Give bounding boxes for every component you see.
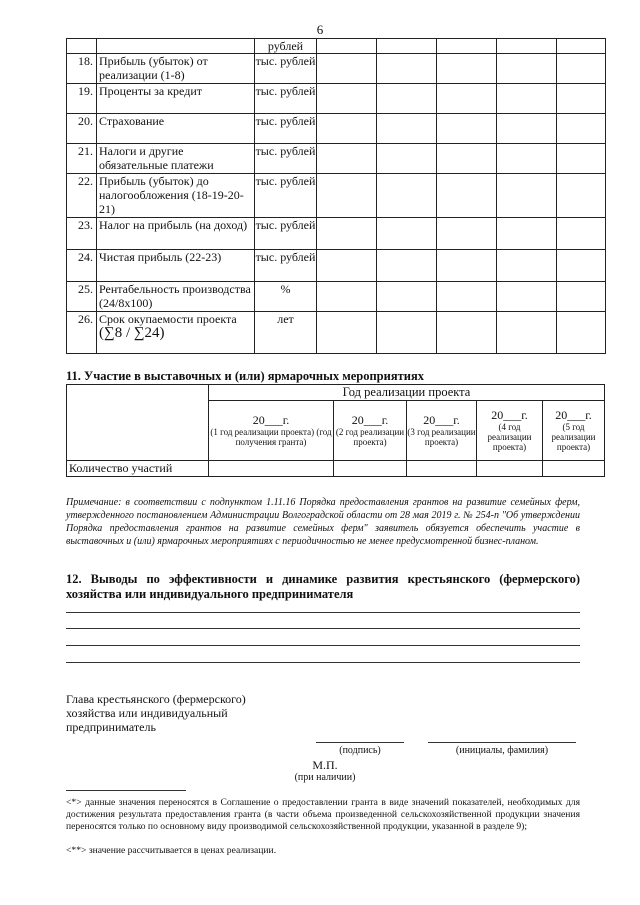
year-col-4 (477, 401, 543, 461)
year-note: (5 год реализации проекта) (551, 422, 596, 452)
table-row (67, 84, 606, 114)
year-col-1 (209, 401, 334, 461)
row-number (67, 39, 97, 54)
signature-label: (подпись) (339, 745, 381, 756)
row-unit: тыс. рублей (255, 114, 317, 144)
financial-indicators-table (66, 38, 606, 354)
year-label: 20___г. (555, 408, 592, 422)
row-number: 21. (67, 144, 97, 174)
blank-line (66, 645, 580, 646)
row-name: Прибыль (убыток) до налогообложения (18-19-20-21) (97, 174, 255, 218)
head-title: Глава крестьянского (фермерского) хозяйства или индивидуальный предприниматель (66, 692, 246, 734)
row-unit: рублей (255, 39, 317, 54)
footnote-separator (66, 790, 186, 791)
blank-line (66, 662, 580, 663)
row-name: Прибыль (убыток) от реализации (1-8) (97, 54, 255, 84)
table-row (67, 218, 606, 250)
name-line (428, 742, 576, 743)
footnote-2: <**> значение рассчитывается в ценах реализации. (66, 845, 277, 856)
row-name: Рентабельность производства (24/8х100) (97, 282, 255, 312)
row-name: Налог на прибыль (на доход) (97, 218, 255, 250)
row-name: Проценты за кредит (97, 84, 255, 114)
row-number: 24. (67, 250, 97, 282)
year-header: Год реализации проекта (209, 385, 605, 401)
row-unit: лет (255, 312, 317, 354)
row-unit: тыс. рублей (255, 84, 317, 114)
table-row (67, 144, 606, 174)
row-number: 25. (67, 282, 97, 312)
blank-line (66, 612, 580, 613)
row-name: Страхование (97, 114, 255, 144)
row-name: Срок окупаемости проекта (99, 312, 237, 326)
seal-label: М.П. (312, 758, 338, 772)
payback-formula: (∑8 / ∑24) (99, 325, 165, 341)
row-number: 20. (67, 114, 97, 144)
row-unit: тыс. рублей (255, 144, 317, 174)
name-label: (инициалы, фамилия) (455, 745, 549, 756)
fair-participation-table (66, 384, 605, 477)
row-name: Налоги и другие обязательные платежи (97, 144, 255, 174)
blank-line (66, 628, 580, 629)
footnote-1: <*> данные значения переносятся в Соглашение о предоставлении гранта в виде значений показателей, необходимых для достижения результата предоставления гранта (в части объема произведенной сельскохозяйственной продукции значения переносятся только по основному виду производимой сельскохозяйственной продукции, указанной в разделе 9); (66, 797, 580, 832)
row-number: 23. (67, 218, 97, 250)
table-row (67, 114, 606, 144)
row-number: 26. (67, 312, 97, 354)
year-note: (1 год реализации проекта) (год получения гранта) (210, 427, 332, 447)
row-unit: тыс. рублей (255, 174, 317, 218)
year-label: 20___г. (423, 413, 460, 427)
year-col-5 (543, 401, 605, 461)
section-11-title: 11. Участие в выставочных и (или) ярмарочных мероприятиях (66, 369, 424, 383)
table-row (67, 312, 606, 354)
table-row (67, 39, 606, 54)
year-col-3 (407, 401, 477, 461)
page-number: 6 (316, 22, 324, 37)
row-unit: тыс. рублей (255, 250, 317, 282)
row-unit: тыс. рублей (255, 54, 317, 84)
year-label: 20___г. (491, 408, 528, 422)
row-number: 19. (67, 84, 97, 114)
seal-note: (при наличии) (294, 772, 356, 783)
year-label: 20___г. (252, 413, 290, 427)
year-note: (3 год реализации проекта) (407, 427, 476, 447)
year-col-2 (334, 401, 407, 461)
participation-count-label: Количество участий (67, 461, 209, 477)
row-number: 22. (67, 174, 97, 218)
note-paragraph: Примечание: в соответствии с подпунктом 1.11.16 Порядка предоставления грантов на развитие семейных ферм, утвержденного постановлением Администрации Волгоградской области от 28 мая 2019 г. № 254-п "Об утверждении Порядка предоставления грантов на развитие семейных ферм" заявитель обязуется обеспечить участие в выставочных и (или) ярмарочных мероприятиях с периодичностью не менее предусмотренной бизнес-планом. (66, 497, 580, 547)
year-note: (4 год реализации проекта) (487, 422, 532, 452)
table-row (67, 282, 606, 312)
table-row (67, 174, 606, 218)
row-number: 18. (67, 54, 97, 84)
row-name: Чистая прибыль (22-23) (97, 250, 255, 282)
table-row (67, 250, 606, 282)
table-row (67, 461, 605, 477)
year-note: (2 год реализации проекта) (335, 427, 405, 447)
year-label: 20___г. (351, 413, 389, 427)
signature-line (316, 742, 404, 743)
empty-header-cell (67, 385, 209, 461)
row-name (97, 39, 255, 54)
row-name-with-formula (97, 312, 255, 354)
row-unit: % (255, 282, 317, 312)
table-row (67, 54, 606, 84)
section-12-title: 12. Выводы по эффективности и динамике развития крестьянского (фермерского) хозяйства или индивидуального предпринимателя (66, 572, 580, 601)
row-unit: тыс. рублей (255, 218, 317, 250)
